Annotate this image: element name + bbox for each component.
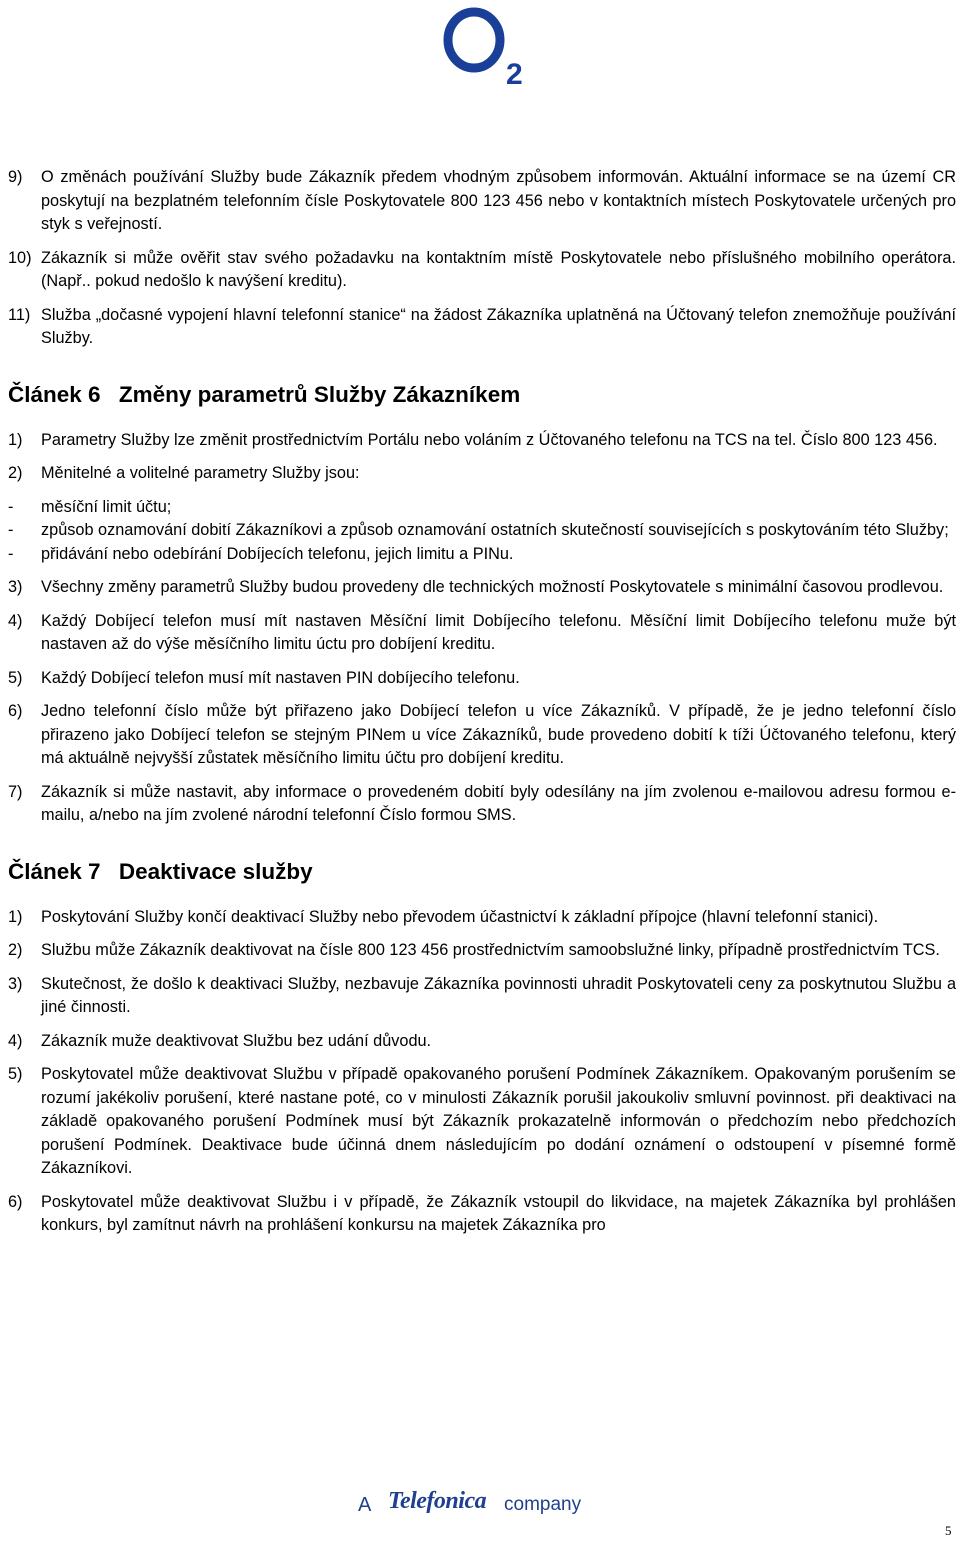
telefonica-company-logo (358, 1488, 598, 1524)
item-text: Každý Dobíjecí telefon musí mít nastaven Měsíční limit Dobíjecího telefonu. Měsíční limit Dobíjecího telefonu muže být nastaven až do výše měsíčního limitu úctu pro dobíjení kreditu. (41, 611, 956, 653)
item-number: 1) (8, 430, 23, 449)
item-text: Poskytovatel může deaktivovat Službu v případě opakovaného porušení Podmínek Zákazníkem. Opakovaným porušením se rozumí jakékoliv porušení, které nastane poté, co v minulosti Zákazník porušil jakoukoliv smluvní povinnost. při deaktivaci na základě opakovaného porušení Podmínek musí být Zákazník prokazatelně informován o předchozím nebo předchozích porušení Podmínek. Deaktivace bude účinná dnem následujícím po dodání oznámení o odstoupení v písemné formě Zákazníkovi. (41, 1065, 956, 1177)
item-number: 3) (8, 578, 23, 596)
item-text: Parametry Služby lze změnit prostřednictvím Portálu nebo voláním z Účtovaného telefonu na TCS na tel. Číslo 800 123 456. (41, 430, 938, 449)
list-item (8, 1191, 956, 1238)
item-text: měsíční limit účtu; (41, 497, 172, 516)
list-item (8, 576, 956, 600)
dash-list-item (8, 496, 956, 520)
item-text: přidávání nebo odebírání Dobíjecích telefonu, jejich limitu a PINu. (41, 544, 514, 563)
article-7-title: Deaktivace služby (118, 858, 313, 884)
item-text: Skutečnost, že došlo k deaktivaci Služby, nezbavuje Zákazníka povinnosti uhradit Poskytovateli ceny za poskytnutou Službu a jiné činnosti. (41, 974, 956, 1016)
list-item (8, 429, 956, 453)
item-text: Zákazník muže deaktivovat Službu bez udání důvodu. (41, 1031, 432, 1050)
document-body (8, 166, 956, 1248)
list-item (8, 304, 956, 351)
item-number: 2) (8, 941, 23, 959)
item-number: 2) (8, 464, 23, 482)
list-item (8, 906, 956, 930)
item-text: Všechny změny parametrů Služby budou provedeny dle technických možností Poskytovatele s minimální časovou prodlevou. (41, 578, 944, 596)
article-6-title: Změny parametrů Služby Zákazníkem (118, 381, 521, 407)
list-item (8, 939, 956, 963)
svg-text:2: 2 (506, 58, 523, 88)
dash-list-item (8, 519, 956, 543)
item-text: Zákazník si může nastavit, aby informace o provedeném dobití byly odesílány na jím zvolenou e-mailovou adresu formou e-mailu, a/nebo na jím zvolené národní telefonní Číslo formou SMS. (41, 782, 956, 824)
item-number: 10) (8, 248, 32, 267)
list-item (8, 973, 956, 1020)
dash-list (8, 496, 956, 567)
logo-a: A (358, 1494, 372, 1516)
item-number: 5) (8, 1065, 23, 1083)
item-text: Službu může Zákazník deaktivovat na čísle 800 123 456 prostřednictvím samoobslužné linky, případně prostřednictvím TCS. (41, 941, 940, 959)
item-number: - (8, 497, 14, 516)
item-text: Služba „dočasné vypojení hlavní telefonní stanice“ na žádost Zákazníka uplatněná na Účtovaný telefon znemožňuje používání Služby. (41, 305, 956, 347)
list-item (8, 700, 956, 771)
item-text: Jedno telefonní číslo může být přiřazeno jako Dobíjecí telefon u více Zákazníků. V případě, že je jedno telefonní číslo přirazeno jako Dobíjecí telefon se stejným PINem u více Zákazníků, bude provedeno dobití k tíži Účtovaného telefonu, který má aktuálně nejvyšší zůstatek měsíčního limitu účtu pro dobíjení kreditu. (41, 702, 956, 767)
list-article-6-a (8, 429, 956, 486)
article-7-heading (8, 858, 956, 886)
item-text: Poskytovatel může deaktivovat Službu i v případě, že Zákazník vstoupil do likvidace, na majetek Zákazníka byl prohlášen konkurs, byl zamítnut návrh na prohlášení konkursu na majetek Zákazníka pro (41, 1192, 956, 1234)
page-number: 5 (945, 1523, 952, 1538)
item-number: 6) (8, 1192, 23, 1211)
item-text: způsob oznamování dobití Zákazníkovi a způsob oznamování ostatních skutečností souvisejících s poskytováním této Služby; (41, 521, 949, 539)
item-number: - (8, 521, 14, 539)
item-number: - (8, 544, 14, 563)
list-item (8, 1063, 956, 1181)
list-item (8, 667, 956, 691)
item-number: 4) (8, 1031, 23, 1050)
article-6-heading (8, 381, 956, 409)
item-text: Každý Dobíjecí telefon musí mít nastaven PIN dobíjecího telefonu. (41, 668, 520, 687)
item-number: 9) (8, 168, 23, 186)
logo-brand: Telefonica (388, 1488, 487, 1514)
list-item (8, 166, 956, 237)
logo-company: company (504, 1494, 582, 1515)
item-text: Zákazník si může ověřit stav svého požadavku na kontaktním místě Poskytovatele nebo příslušného mobilního operátora. (Např.. pokud nedošlo k navýšení kreditu). (41, 248, 956, 290)
item-text: Poskytování Služby končí deaktivací Služby nebo převodem účastnictví k základní přípojce (hlavní telefonní stanici). (41, 907, 879, 926)
item-number: 11) (8, 305, 31, 324)
item-number: 6) (8, 702, 23, 720)
item-text: O změnách používání Služby bude Zákazník předem vhodným způsobem informován. Aktuální informace se na území CR poskytují na bezplatném telefonním čísle Poskytovatele 800 123 456 nebo v kontaktních místech Poskytovatele určených pro styk s veřejností. (41, 168, 956, 233)
list-item (8, 610, 956, 657)
list-item (8, 462, 956, 486)
list-item (8, 1030, 956, 1054)
item-number: 7) (8, 782, 23, 801)
o2-logo (440, 4, 532, 88)
article-7-number: Článek 7 (8, 858, 101, 884)
article-6-number: Článek 6 (8, 381, 101, 407)
list-item (8, 781, 956, 828)
list-article-6-b (8, 576, 956, 828)
list-items-top (8, 166, 956, 351)
item-number: 5) (8, 668, 23, 687)
item-number: 3) (8, 974, 23, 993)
item-text: Měnitelné a volitelné parametry Služby jsou: (41, 464, 360, 482)
list-article-7 (8, 906, 956, 1238)
item-number: 4) (8, 611, 23, 630)
list-item (8, 247, 956, 294)
item-number: 1) (8, 907, 23, 926)
dash-list-item (8, 543, 956, 567)
